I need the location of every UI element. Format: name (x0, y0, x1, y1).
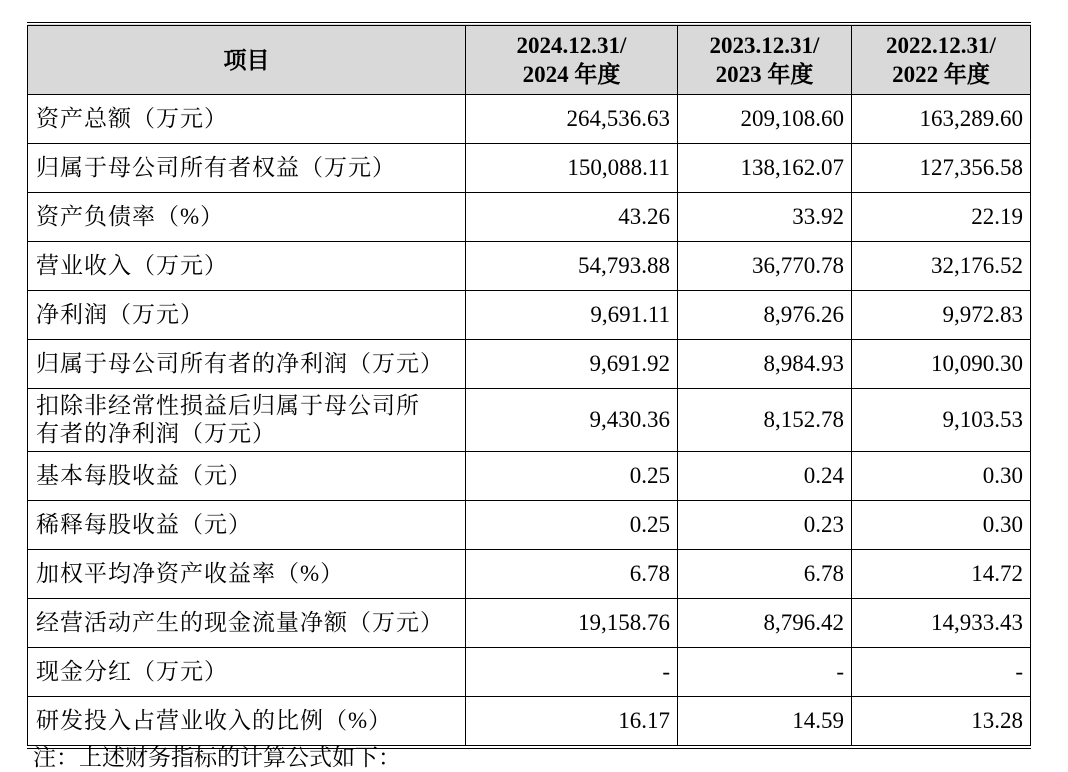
row-label: 资产总额（万元） (28, 95, 466, 144)
table-row (28, 599, 1031, 648)
value-2023: 8,976.26 (678, 291, 852, 340)
value-2023: 138,162.07 (678, 144, 852, 193)
header-2022-year: 2022 年度 (892, 62, 990, 87)
value-2022: 0.30 (852, 452, 1031, 501)
table-row (28, 697, 1031, 748)
value-2022: 9,972.83 (852, 291, 1031, 340)
header-2023-date: 2023.12.31/ (709, 33, 820, 58)
value-2023: - (678, 648, 852, 697)
value-2024: 264,536.63 (466, 95, 678, 144)
value-2023: 209,108.60 (678, 95, 852, 144)
row-label: 基本每股收益（元） (28, 452, 466, 501)
value-2022: 14,933.43 (852, 599, 1031, 648)
value-2022: - (852, 648, 1031, 697)
value-2024: 0.25 (466, 501, 678, 550)
financial-indicators-table (27, 22, 1031, 749)
value-2023: 0.24 (678, 452, 852, 501)
footnote: 注：上述财务指标的计算公式如下： (33, 745, 401, 770)
value-2023: 33.92 (678, 193, 852, 242)
header-2023-year: 2023 年度 (715, 62, 814, 87)
value-2024: 9,691.11 (466, 291, 678, 340)
value-2023: 8,984.93 (678, 340, 852, 389)
header-2024-year: 2024 年度 (522, 62, 621, 87)
table-row (28, 242, 1031, 291)
table-row (28, 144, 1031, 193)
row-label: 归属于母公司所有者的净利润（万元） (28, 340, 466, 389)
financial-table-container (27, 22, 1030, 749)
row-label: 经营活动产生的现金流量净额（万元） (28, 599, 466, 648)
value-2022: 10,090.30 (852, 340, 1031, 389)
value-2024: 43.26 (466, 193, 678, 242)
header-2023 (678, 24, 852, 95)
value-2022: 163,289.60 (852, 95, 1031, 144)
row-label: 营业收入（万元） (28, 242, 466, 291)
value-2022: 0.30 (852, 501, 1031, 550)
value-2022: 14.72 (852, 550, 1031, 599)
value-2023: 14.59 (678, 697, 852, 748)
row-label-line1: 扣除非经常性损益后归属于母公司所 (36, 393, 420, 418)
table-row (28, 340, 1031, 389)
value-2023: 0.23 (678, 501, 852, 550)
value-2024: 9,430.36 (466, 389, 678, 452)
table-row (28, 193, 1031, 242)
row-label: 现金分红（万元） (28, 648, 466, 697)
row-label: 稀释每股收益（元） (28, 501, 466, 550)
row-label-multiline (28, 389, 466, 452)
value-2022: 32,176.52 (852, 242, 1031, 291)
row-label: 研发投入占营业收入的比例（%） (28, 697, 466, 748)
value-2023: 36,770.78 (678, 242, 852, 291)
table-row (28, 389, 1031, 452)
value-2023: 8,796.42 (678, 599, 852, 648)
value-2024: 16.17 (466, 697, 678, 748)
row-label: 加权平均净资产收益率（%） (28, 550, 466, 599)
table-row (28, 550, 1031, 599)
value-2023: 8,152.78 (678, 389, 852, 452)
header-2022-date: 2022.12.31/ (886, 33, 996, 58)
header-2022 (852, 24, 1031, 95)
value-2022: 127,356.58 (852, 144, 1031, 193)
value-2024: 19,158.76 (466, 599, 678, 648)
table-row (28, 452, 1031, 501)
table-row (28, 648, 1031, 697)
row-label-line2: 有者的净利润（万元） (36, 421, 276, 446)
header-2024-date: 2024.12.31/ (516, 33, 627, 58)
table-row (28, 291, 1031, 340)
value-2024: 150,088.11 (466, 144, 678, 193)
row-label: 归属于母公司所有者权益（万元） (28, 144, 466, 193)
table-row (28, 95, 1031, 144)
value-2024: - (466, 648, 678, 697)
row-label: 资产负债率（%） (28, 193, 466, 242)
table-row (28, 501, 1031, 550)
value-2022: 22.19 (852, 193, 1031, 242)
value-2022: 9,103.53 (852, 389, 1031, 452)
value-2022: 13.28 (852, 697, 1031, 748)
value-2024: 9,691.92 (466, 340, 678, 389)
row-label: 净利润（万元） (28, 291, 466, 340)
value-2024: 54,793.88 (466, 242, 678, 291)
value-2023: 6.78 (678, 550, 852, 599)
value-2024: 6.78 (466, 550, 678, 599)
header-2024 (466, 24, 678, 95)
value-2024: 0.25 (466, 452, 678, 501)
header-item: 项目 (28, 24, 466, 95)
table-header-row (28, 24, 1031, 95)
